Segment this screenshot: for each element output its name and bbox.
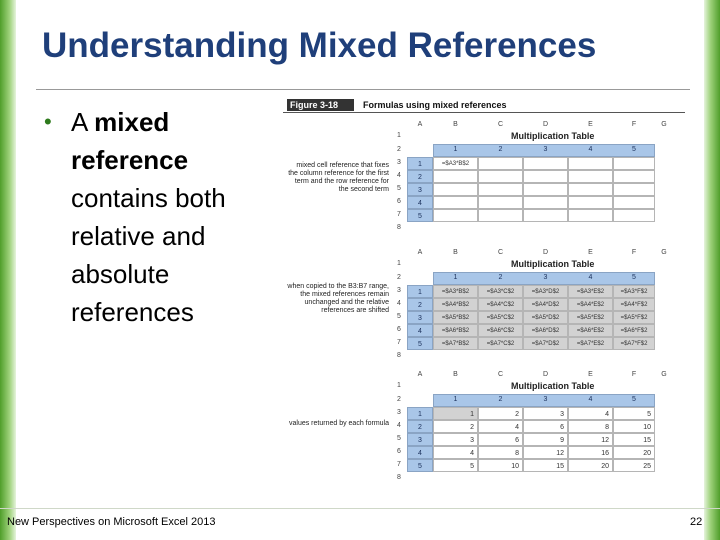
multiplier-header-value: 3 <box>543 396 548 403</box>
empty-cell <box>613 157 655 170</box>
empty-cell <box>433 170 478 183</box>
value-cell: 6 <box>478 433 523 446</box>
column-header: D <box>542 121 549 128</box>
column-header: D <box>542 371 549 378</box>
multiplier-cell: 4 <box>407 446 433 459</box>
value-cell: 15 <box>523 459 568 472</box>
formula-cell: =$A4*E$2 <box>568 298 613 311</box>
empty-cell <box>613 170 655 183</box>
column-header: B <box>453 249 458 256</box>
empty-cell <box>478 170 523 183</box>
multiplier-header-value: 2 <box>498 274 503 281</box>
column-header: E <box>588 371 593 378</box>
bullet-prefix: A <box>71 107 95 137</box>
column-header: F <box>631 371 637 378</box>
formula-cell: =$A6*F$2 <box>613 324 655 337</box>
formula-cell: =$A7*D$2 <box>523 337 568 350</box>
empty-cell <box>523 209 568 222</box>
multiplier-cell: 1 <box>407 157 433 170</box>
value-cell: 15 <box>613 433 655 446</box>
value-cell: 10 <box>478 459 523 472</box>
row-number: 1 <box>397 382 401 389</box>
figure-screenshot <box>283 98 685 492</box>
multiplier-cell: 5 <box>407 459 433 472</box>
row-number: 5 <box>397 313 401 320</box>
value-cell: 16 <box>568 446 613 459</box>
multiplier-cell: 2 <box>407 170 433 183</box>
formula-cell: =$A4*D$2 <box>523 298 568 311</box>
formula-cell: =$A5*E$2 <box>568 311 613 324</box>
empty-cell <box>433 209 478 222</box>
value-cell: 8 <box>478 446 523 459</box>
formula-cell: =$A3*D$2 <box>523 285 568 298</box>
value-cell: 4 <box>478 420 523 433</box>
empty-cell <box>568 183 613 196</box>
row-number: 3 <box>397 159 401 166</box>
multiplier-cell: 3 <box>407 311 433 324</box>
slide-title: Understanding Mixed References <box>42 26 597 65</box>
multiplier-cell: 5 <box>407 209 433 222</box>
row-number: 4 <box>397 422 401 429</box>
bullet-bold-term: mixed reference <box>71 107 189 175</box>
multiplier-cell: 4 <box>407 196 433 209</box>
multiplier-cell: 2 <box>407 298 433 311</box>
multiplier-header-value: 5 <box>632 146 636 153</box>
formula-cell: =$A3*C$2 <box>478 285 523 298</box>
formula-cell: =$A5*C$2 <box>478 311 523 324</box>
formula-cell: =$A3*B$2 <box>433 157 478 170</box>
formula-cell: =$A7*F$2 <box>613 337 655 350</box>
row-number: 4 <box>397 172 401 179</box>
column-header: A <box>417 249 423 256</box>
multiplier-header-value: 4 <box>588 396 593 403</box>
formula-cell: =$A7*B$2 <box>433 337 478 350</box>
column-header: B <box>453 121 458 128</box>
value-cell: 2 <box>433 420 478 433</box>
formula-cell: =$A6*B$2 <box>433 324 478 337</box>
value-cell: 12 <box>523 446 568 459</box>
empty-cell <box>568 196 613 209</box>
figure-caption: Formulas using mixed references <box>363 100 507 110</box>
column-header: E <box>588 249 593 256</box>
column-header: G <box>661 121 667 128</box>
column-header: G <box>661 249 667 256</box>
column-header: C <box>497 371 504 378</box>
value-cell: 1 <box>433 407 478 420</box>
multiplier-header-value: 1 <box>453 146 458 153</box>
row-number: 4 <box>397 300 401 307</box>
row-number: 8 <box>397 352 401 359</box>
empty-cell <box>568 157 613 170</box>
formula-cell: =$A3*B$2 <box>433 285 478 298</box>
multiplier-header-value: 2 <box>498 396 503 403</box>
row-number: 3 <box>397 409 401 416</box>
column-header: D <box>542 249 549 256</box>
formula-cell: =$A7*C$2 <box>478 337 523 350</box>
row-number: 8 <box>397 224 401 231</box>
footer-divider <box>0 508 720 509</box>
formula-cell: =$A6*E$2 <box>568 324 613 337</box>
formula-cell: =$A3*E$2 <box>568 285 613 298</box>
multiplier-cell: 5 <box>407 337 433 350</box>
value-cell: 4 <box>433 446 478 459</box>
multiplier-header-value: 5 <box>632 396 636 403</box>
value-cell: 5 <box>613 407 655 420</box>
footer-source: New Perspectives on Microsoft Excel 2013 <box>7 516 216 528</box>
empty-cell <box>523 157 568 170</box>
empty-cell <box>523 183 568 196</box>
row-number: 3 <box>397 287 401 294</box>
callout-mixed-reference: mixed cell reference that fixes the column reference for the first term and the row reference for the second term <box>288 162 389 193</box>
multiplier-cell: 3 <box>407 183 433 196</box>
multiplier-header-value: 1 <box>453 396 458 403</box>
empty-cell <box>523 170 568 183</box>
callout-copied-range: when copied to the B3:B7 range, the mixed references remain unchanged and the relative references are shifted <box>287 283 389 314</box>
column-header: C <box>497 249 504 256</box>
formula-cell: =$A3*F$2 <box>613 285 655 298</box>
row-number: 6 <box>397 448 401 455</box>
formula-cell: =$A6*D$2 <box>523 324 568 337</box>
column-header: G <box>661 371 667 378</box>
row-number: 5 <box>397 435 401 442</box>
column-header: F <box>631 249 637 256</box>
row-number: 2 <box>397 146 401 153</box>
figure-number: Figure 3-18 <box>287 99 354 111</box>
formula-cell: =$A5*F$2 <box>613 311 655 324</box>
value-cell: 20 <box>568 459 613 472</box>
table-title: Multiplication Table <box>511 259 595 269</box>
left-green-border <box>0 0 16 540</box>
row-number: 7 <box>397 211 401 218</box>
column-header: A <box>417 371 423 378</box>
table-title: Multiplication Table <box>511 131 595 141</box>
row-number: 1 <box>397 260 401 267</box>
value-cell: 20 <box>613 446 655 459</box>
value-cell: 3 <box>433 433 478 446</box>
multiplier-header-value: 3 <box>543 274 548 281</box>
table-title: Multiplication Table <box>511 381 595 391</box>
value-cell: 12 <box>568 433 613 446</box>
value-cell: 10 <box>613 420 655 433</box>
value-cell: 9 <box>523 433 568 446</box>
empty-cell <box>478 209 523 222</box>
formula-cell: =$A5*B$2 <box>433 311 478 324</box>
row-number: 6 <box>397 198 401 205</box>
value-cell: 8 <box>568 420 613 433</box>
row-number: 7 <box>397 461 401 468</box>
figure-header <box>283 98 685 113</box>
multiplier-header-value: 3 <box>543 146 548 153</box>
formula-cell: =$A7*E$2 <box>568 337 613 350</box>
multiplier-cell: 3 <box>407 433 433 446</box>
row-number: 2 <box>397 396 401 403</box>
callout-values-returned: values returned by each formula <box>289 420 389 427</box>
title-divider <box>36 89 690 90</box>
row-number: 2 <box>397 274 401 281</box>
empty-cell <box>478 157 523 170</box>
value-cell: 25 <box>613 459 655 472</box>
row-number: 6 <box>397 326 401 333</box>
column-header: C <box>497 121 504 128</box>
column-header: A <box>417 121 423 128</box>
multiplier-cell: 1 <box>407 407 433 420</box>
empty-cell <box>478 196 523 209</box>
multiplier-cell: 4 <box>407 324 433 337</box>
value-cell: 2 <box>478 407 523 420</box>
spreadsheet-panel <box>393 120 683 238</box>
multiplier-cell: 1 <box>407 285 433 298</box>
empty-cell <box>613 196 655 209</box>
multiplier-header-value: 1 <box>453 274 458 281</box>
spreadsheet-panel <box>393 370 683 488</box>
empty-cell <box>613 209 655 222</box>
column-header: E <box>588 121 593 128</box>
multiplier-cell: 2 <box>407 420 433 433</box>
value-cell: 5 <box>433 459 478 472</box>
row-number: 8 <box>397 474 401 481</box>
row-number: 7 <box>397 339 401 346</box>
empty-cell <box>433 183 478 196</box>
value-cell: 3 <box>523 407 568 420</box>
bullet-rest: contains both relative and absolute references <box>71 183 226 327</box>
value-cell: 6 <box>523 420 568 433</box>
bullet-icon: • <box>44 109 52 134</box>
multiplier-header-value: 2 <box>498 146 503 153</box>
spreadsheet-panel <box>393 248 683 366</box>
empty-cell <box>523 196 568 209</box>
formula-cell: =$A4*F$2 <box>613 298 655 311</box>
formula-cell: =$A4*B$2 <box>433 298 478 311</box>
multiplier-header-value: 4 <box>588 274 593 281</box>
empty-cell <box>568 209 613 222</box>
row-number: 1 <box>397 132 401 139</box>
empty-cell <box>613 183 655 196</box>
multiplier-header-value: 4 <box>588 146 593 153</box>
empty-cell <box>478 183 523 196</box>
bullet-text <box>71 103 271 331</box>
formula-cell: =$A4*C$2 <box>478 298 523 311</box>
formula-cell: =$A6*C$2 <box>478 324 523 337</box>
row-number: 5 <box>397 185 401 192</box>
empty-cell <box>568 170 613 183</box>
right-green-border <box>704 0 720 540</box>
column-header: B <box>453 371 458 378</box>
empty-cell <box>433 196 478 209</box>
column-header: F <box>631 121 637 128</box>
multiplier-header-value: 5 <box>632 274 636 281</box>
value-cell: 4 <box>568 407 613 420</box>
formula-cell: =$A5*D$2 <box>523 311 568 324</box>
page-number: 22 <box>690 516 703 528</box>
